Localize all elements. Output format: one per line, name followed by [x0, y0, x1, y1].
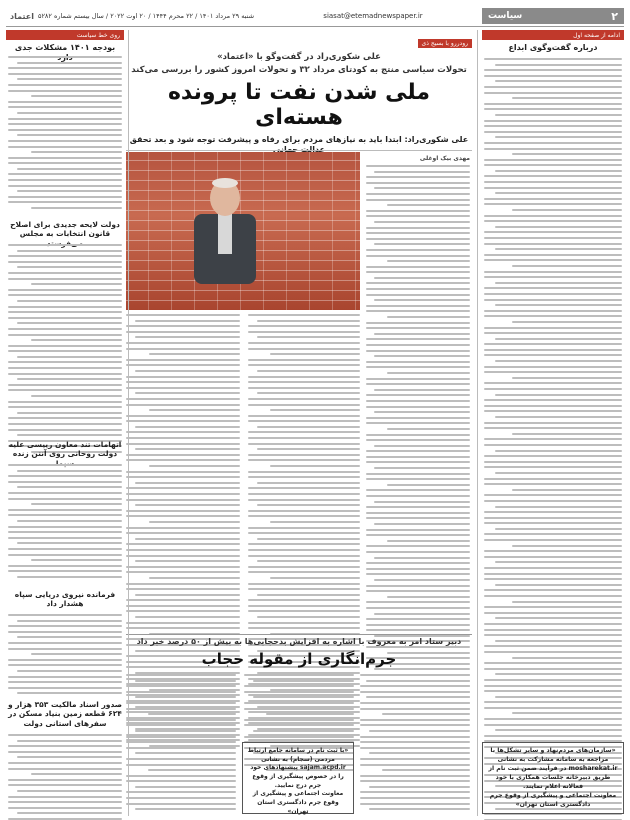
left-text-2 [8, 244, 122, 457]
left-title-4: فرمانده نیروی دریایی سپاه هشدار داد [14, 590, 116, 609]
section-tab [482, 8, 624, 24]
main-kicker: رودررو با بسیج ذی [418, 39, 472, 48]
masthead [6, 8, 624, 24]
intro-title: علی شکوری‌راد در گفت‌وگو با «اعتماد» [217, 52, 381, 62]
column-divider-left [128, 30, 129, 816]
right-column-title: درباره گفت‌وگوی ابداع [508, 43, 598, 52]
left-column-band: روی خط سیاست [6, 30, 124, 40]
article-col-1 [366, 165, 470, 713]
masthead-rule [6, 26, 624, 27]
bottom-kicker: دبیر ستاد امر به معروف با اشاره به افزایش بدحجابی‌ها به بیش از ۵۰ درصد خبر داد [136, 637, 462, 646]
left-text-4 [8, 614, 122, 698]
right-column-text [484, 58, 622, 820]
left-title-3: اتهامات تند معاون رییسی علیه دولت روحانی روی آنتن زنده [8, 440, 122, 459]
left-text-1 [8, 56, 122, 213]
byline: مهدی بیک اوغلی [419, 155, 470, 162]
bottom-col-3 [126, 674, 236, 814]
right-notice-box [482, 742, 624, 814]
right-notice-text: «سازمان‌های مردم‌نهاد و سایر تشکل‌ها با مراجعه به سامانه مشارکت به نشانی mosharekat.ir در فرآیند ضمن ثبت نام از طریق دبیرخانه جلسات همکاری با خود فعالانه اعلام نمایند. معاونت اجتماعی و پیشگیری از وقوع جرم دادگستری استان تهران» [488, 747, 618, 808]
bottom-rule [126, 634, 472, 635]
left-title-1: بودجه ۱۴۰۱ مشکلات جدی [14, 43, 116, 52]
person-illustration [186, 174, 264, 284]
section-name: سیاست [488, 11, 523, 21]
section-email: siasat@etemadnewspaper.ir [323, 12, 423, 20]
main-headline: ملی شدن نفت تا پرونده هسته‌ای [167, 80, 431, 131]
main-article [126, 30, 472, 155]
bottom-notice-box [242, 742, 354, 814]
left-title-5: صدور اسناد مالکیت ۳۵۳ هزار و ۶۲۴ قطعه زمین بنیاد مسکن در سفرهای استانی دولت [7, 700, 123, 728]
dateline: شنبه ۲۹ مرداد ۱۴۰۱ / ۲۲ محرم ۱۴۴۴ / ۲۰ اوت ۲۰۲۲ / سال بیستم شماره ۵۲۸۲ [37, 12, 255, 20]
page-number: ۲ [611, 9, 618, 23]
sub-headline: تحولات سیاسی منتج به کودتای مرداد ۳۲ و تحولات امروز کشور را بررسی می‌کند [131, 65, 467, 75]
headline-rule [126, 150, 472, 151]
left-text-3 [8, 464, 122, 581]
bottom-headline: جرم‌انگاری از مقوله حجاب [201, 650, 397, 668]
interview-photo [126, 152, 360, 310]
right-column-band: ادامه از صفحه اول [482, 30, 624, 40]
newspaper-logo: اعتماد [10, 11, 34, 21]
left-title-2: دولت لایحه جدیدی برای اصلاح قانون انتخابات به مجلس [10, 220, 120, 239]
bottom-col-1 [360, 674, 470, 814]
column-divider [477, 30, 478, 816]
bottom-notice-text: «با ثبت نام در سامانه جامع ارتباط مردمی (سجام) به نشانی sajam.acpd.ir پیشنهادهای خود را در خصوص پیشگیری از وقوع جرم درج نمایید. معاونت اجتماعی و پیشگیری از وقوع جرم دادگستری استان تهران» [247, 747, 349, 815]
main-deck: علی شکوری‌راد: ابتدا باید به نیازهای مردم برای رفاه و پیشرفت توجه شود و بعد تحقق [129, 134, 469, 144]
left-text-5 [8, 734, 122, 820]
